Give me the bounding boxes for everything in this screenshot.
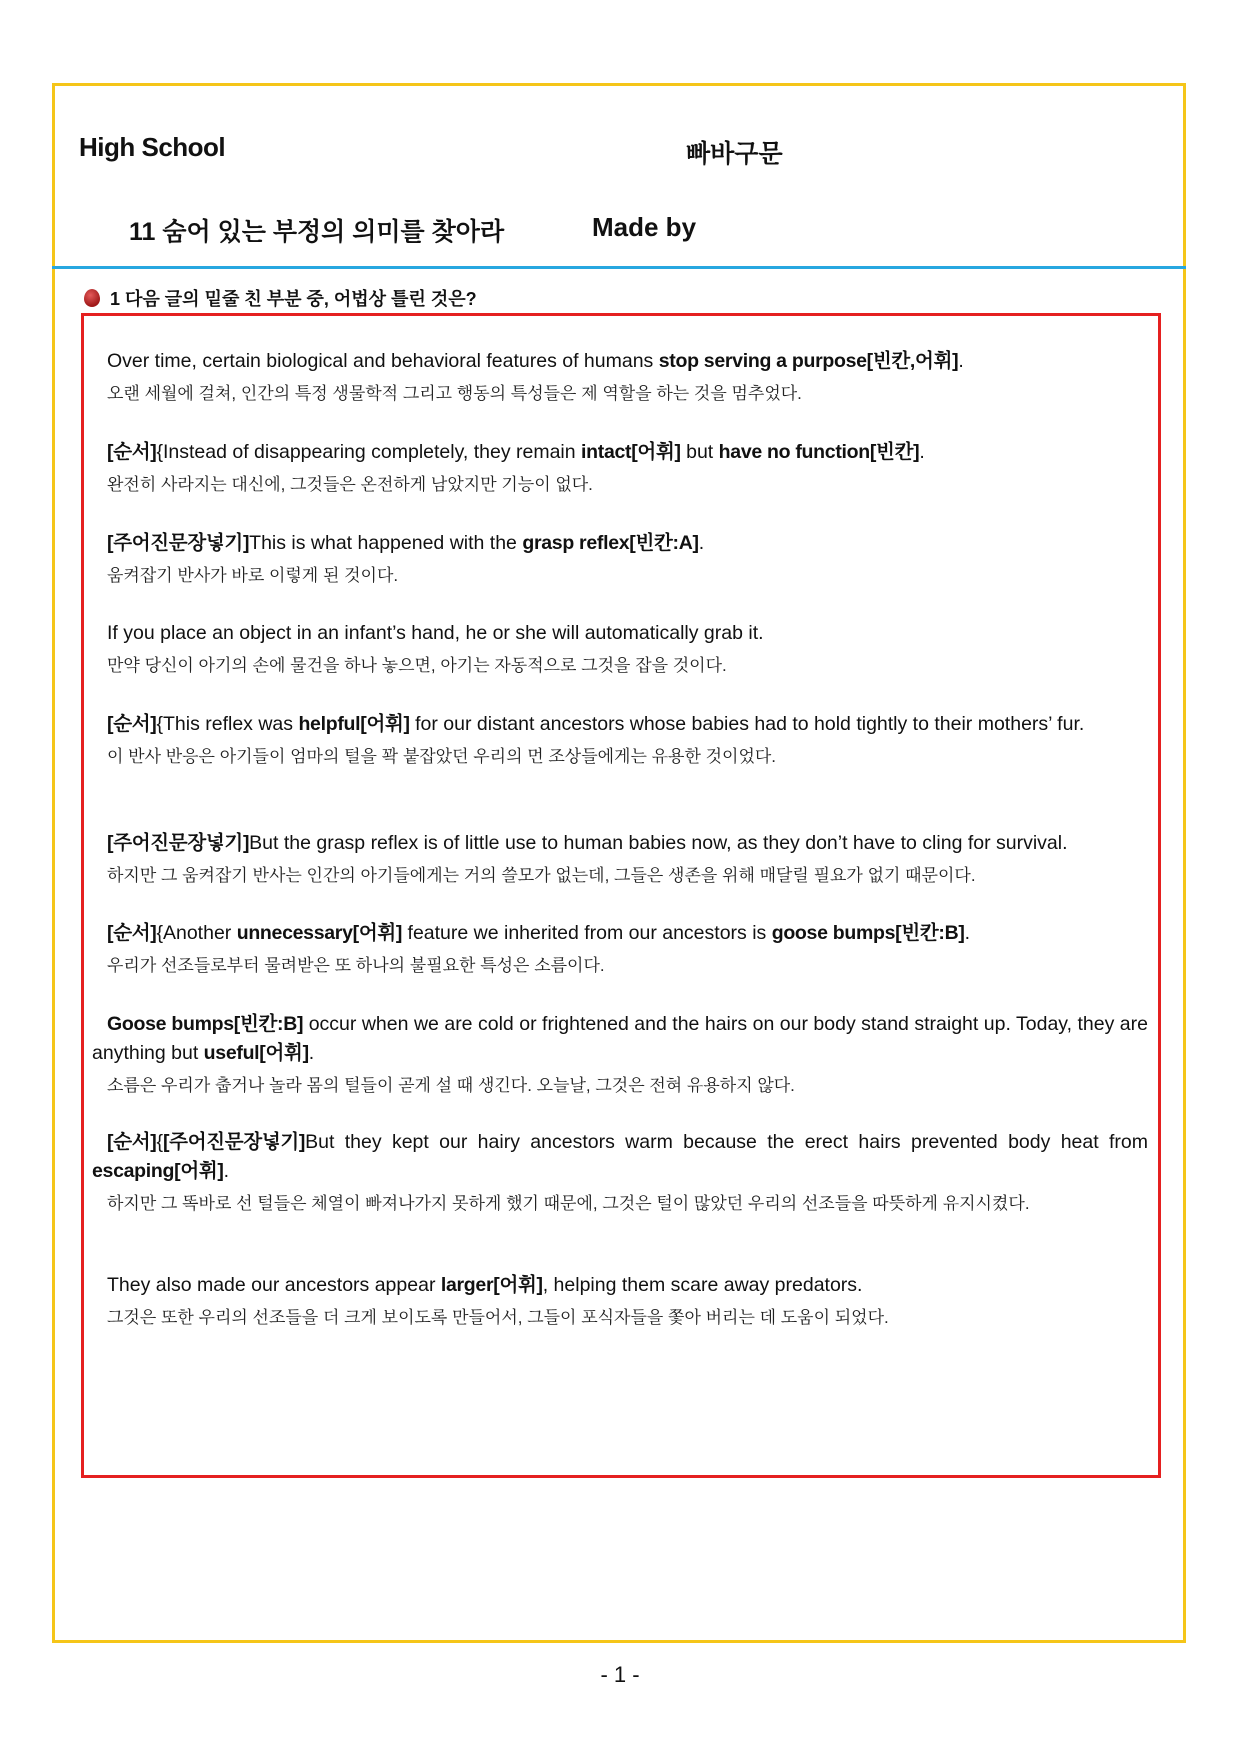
- sentence-text: {Instead of disappearing completely, they remain: [156, 441, 582, 463]
- passage-sentence: [92, 710, 1148, 772]
- sentence-text: {Another: [156, 922, 237, 944]
- sentence-text: .: [958, 350, 964, 372]
- emphasized-phrase: [순서]: [107, 922, 157, 944]
- school-level: High School: [79, 132, 226, 162]
- sentence-text: , helping them scare away predators.: [542, 1274, 863, 1296]
- page-number: - 1 -: [600, 1662, 640, 1687]
- sentence-text: occur when we are cold or frightened and the hairs on our body stand straight up. Today, they are anything but: [92, 1013, 1148, 1064]
- passage-sentence: [92, 438, 1148, 500]
- sentence-text: {This reflex was: [156, 713, 299, 735]
- emphasized-phrase: have no function[빈칸]: [718, 441, 920, 463]
- korean-translation: 그것은 또한 우리의 선조들을 더 크게 보이도록 만들어서, 그들이 포식자들을 쫓아 버리는 데 도움이 되었다.: [107, 1308, 889, 1327]
- english-sentence: [92, 829, 1148, 858]
- english-sentence: [92, 438, 1148, 467]
- english-sentence: [92, 1271, 1148, 1300]
- emphasized-phrase: unnecessary[어휘]: [236, 922, 403, 944]
- english-sentence: [92, 347, 1148, 376]
- header-divider: [52, 266, 1186, 269]
- emphasized-phrase: helpful[어휘]: [298, 713, 410, 735]
- english-sentence: [92, 1128, 1148, 1186]
- emphasized-phrase: [주어진문장넣기]: [107, 832, 250, 854]
- korean-translation: 우리가 선조들로부터 물려받은 또 하나의 불필요한 특성은 소름이다.: [107, 956, 605, 975]
- korean-translation: 완전히 사라지는 대신에, 그것들은 온전하게 남았지만 기능이 없다.: [107, 475, 593, 494]
- emphasized-phrase: [순서]: [107, 441, 157, 463]
- korean-translation: 만약 당신이 아기의 손에 물건을 하나 놓으면, 아기는 자동적으로 그것을 잡을 것이다.: [107, 656, 727, 675]
- sentence-text: If you place an object in an infant’s hand, he or she will automatically grab it.: [107, 622, 764, 644]
- sentence-text: But the grasp reflex is of little use to human babies now, as they don’t have to cling for survival.: [249, 832, 1068, 854]
- korean-translation: 이 반사 반응은 아기들이 엄마의 털을 꽉 붙잡았던 우리의 먼 조상들에게는 유용한 것이었다.: [107, 747, 777, 766]
- sentence-text: {: [156, 1131, 163, 1153]
- question-line: [84, 285, 477, 311]
- question-text: 1 다음 글의 밑줄 친 부분 중, 어법상 틀린 것은?: [110, 289, 477, 309]
- emphasized-phrase: [순서]: [107, 1131, 157, 1153]
- passage-sentence: [92, 919, 1148, 981]
- sentence-text: .: [308, 1042, 315, 1064]
- sentence-text: But they kept our hairy ancestors warm because the erect hairs prevented body heat from: [305, 1131, 1148, 1153]
- emphasized-phrase: larger[어휘]: [440, 1274, 543, 1296]
- red-bullet-icon: [84, 289, 100, 307]
- emphasized-phrase: intact[어휘]: [581, 441, 681, 463]
- emphasized-phrase: goose bumps[빈칸:B]: [771, 922, 965, 944]
- korean-translation: 소름은 우리가 춥거나 놀라 몸의 털들이 곧게 설 때 생긴다. 오늘날, 그것은 전혀 유용하지 않다.: [107, 1076, 795, 1095]
- english-sentence: [92, 919, 1148, 948]
- passage-sentence: [92, 1128, 1148, 1219]
- korean-translation: 하지만 그 움켜잡기 반사는 인간의 아기들에게는 거의 쓸모가 없는데, 그들은 생존을 위해 매달릴 필요가 없기 때문이다.: [107, 866, 976, 885]
- korean-translation: 하지만 그 똑바로 선 털들은 체열이 빠져나가지 못하게 했기 때문에, 그것은 털이 많았던 우리의 선조들을 따뜻하게 유지시켰다.: [107, 1194, 1030, 1213]
- sentence-text: They also made our ancestors appear: [107, 1274, 441, 1296]
- passage-sentence: [92, 529, 1148, 591]
- english-sentence: [92, 529, 1148, 558]
- sentence-text: .: [964, 922, 971, 944]
- english-sentence: [92, 619, 1148, 648]
- sentence-text: This is what happened with the: [249, 532, 523, 554]
- sentence-text: but: [680, 441, 719, 463]
- korean-translation: 오랜 세월에 걸쳐, 인간의 특정 생물학적 그리고 행동의 특성들은 제 역할을 하는 것을 멈추었다.: [107, 384, 802, 403]
- emphasized-phrase: grasp reflex[빈칸:A]: [522, 532, 699, 554]
- emphasized-phrase: [순서]: [107, 713, 157, 735]
- sentence-text: .: [698, 532, 705, 554]
- emphasized-phrase: [주어진문장넣기]: [107, 532, 250, 554]
- emphasized-phrase: [주어진문장넣기]: [162, 1131, 306, 1153]
- book-title: 빠바구문: [686, 140, 783, 168]
- sentence-text: feature we inherited from our ancestors is: [402, 922, 772, 944]
- sentence-text: .: [223, 1160, 230, 1182]
- emphasized-phrase: stop serving a purpose[빈칸,어휘]: [658, 350, 959, 372]
- lesson-title: 11 숨어 있는 부정의 의미를 찾아라: [129, 218, 505, 246]
- english-sentence: [92, 1010, 1148, 1068]
- english-sentence: [92, 710, 1148, 739]
- passage-sentence: [92, 347, 1148, 409]
- passage-sentence: [92, 829, 1148, 891]
- sentence-text: for our distant ancestors whose babies had to hold tightly to their mothers’ fur.: [409, 713, 1085, 735]
- emphasized-phrase: useful[어휘]: [203, 1042, 309, 1064]
- emphasized-phrase: Goose bumps[빈칸:B]: [107, 1013, 304, 1035]
- made-by-label: Made by: [592, 212, 697, 242]
- sentence-text: Over time, certain biological and behavioral features of humans: [107, 350, 659, 372]
- passage-sentence: [92, 1271, 1148, 1333]
- emphasized-phrase: escaping[어휘]: [92, 1160, 224, 1182]
- passage-sentence: [92, 619, 1148, 681]
- sentence-text: .: [919, 441, 925, 463]
- passage-sentence: [92, 1010, 1148, 1101]
- korean-translation: 움켜잡기 반사가 바로 이렇게 된 것이다.: [107, 566, 399, 585]
